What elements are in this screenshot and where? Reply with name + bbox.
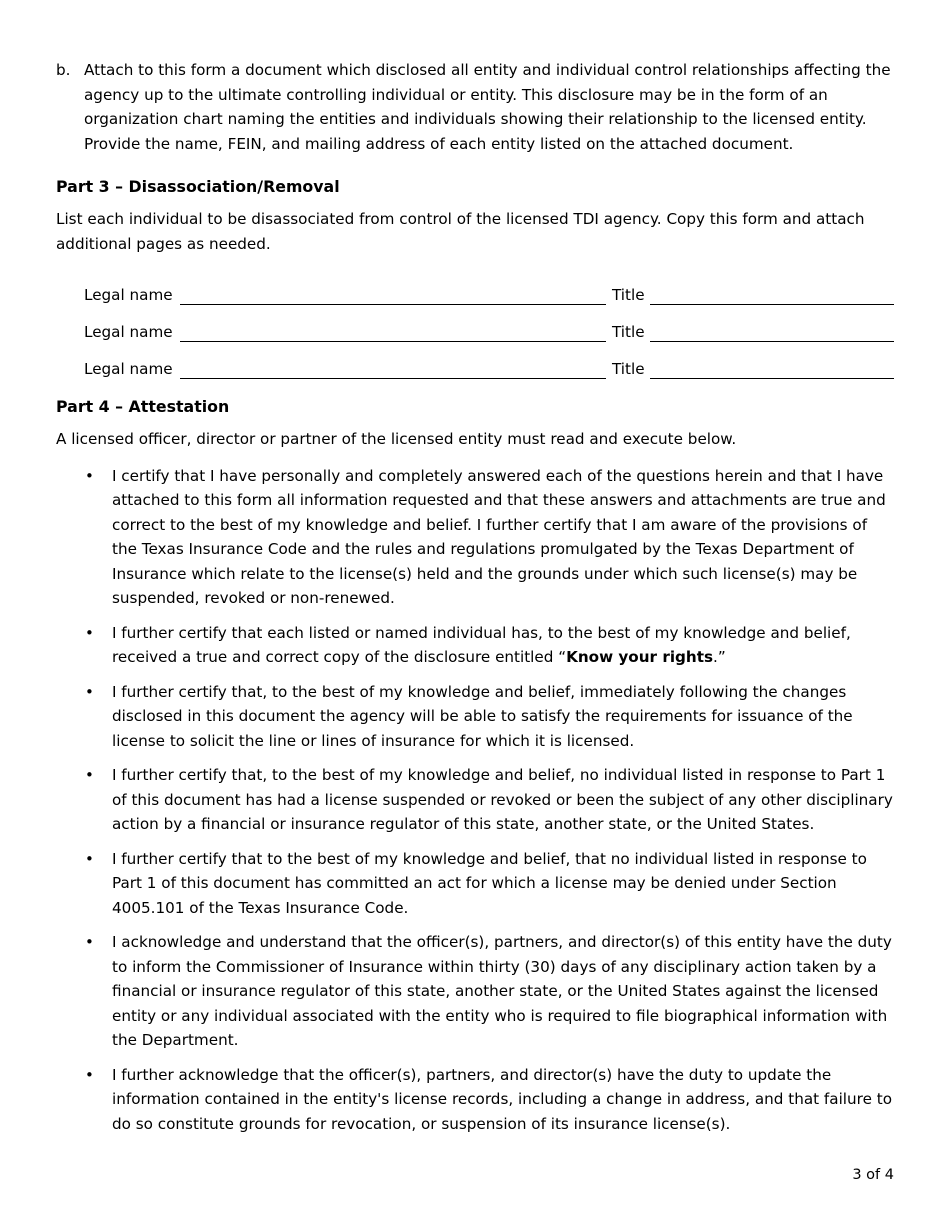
attestation-text: I certify that I have personally and completely answered each of the questions herein and that I have attached to this form all information requested and that these answers and attachments are true and correct to the best of my knowledge and belief. I further certify that I am aware of the provisions of the Texas Insurance Code and the rules and regulations promulgated by the Texas Department of Insurance which relate to the license(s) held and the grounds under which such license(s) may be suspended, revoked or non-renewed. [112, 466, 886, 607]
title-field-3[interactable] [650, 378, 894, 379]
attestation-list [56, 464, 896, 1137]
attestation-item-3 [56, 680, 896, 754]
attestation-item-6 [56, 930, 896, 1053]
legal-name-label: Legal name [84, 323, 173, 341]
bullet-glyph: • [85, 933, 94, 951]
attestation-text: I further certify that, to the best of my knowledge and belief, no individual listed in response to Part 1 of this document has had a license suspended or revoked or been the subject of any other disciplinary action by a financial or insurance regulator of this state, another state, or the United States. [112, 766, 893, 833]
bullet-glyph: • [85, 466, 94, 485]
attestation-item-2 [56, 621, 896, 670]
legal-name-label: Legal name [84, 360, 173, 378]
part4-heading: Part 4 – Attestation [56, 397, 230, 416]
attestation-text: I further acknowledge that the officer(s), partners, and director(s) have the duty to update the information contained in the entity's license records, including a change in address, and that failure to do so constitute grounds for revocation, or suspension of its insurance license(s). [112, 1065, 892, 1133]
disassociation-row-1 [84, 268, 896, 305]
bullet-glyph: • [85, 766, 94, 784]
legal-name-field-2[interactable] [180, 341, 606, 342]
attestation-text-end: .” [713, 648, 726, 666]
bullet-glyph: • [85, 682, 94, 701]
attestation-text: I further certify that to the best of my knowledge and belief, that no individual listed in response to Part 1 of this document has committed an act for which a license may be denied under Section 4005.101 of the Texas Insurance Code. [112, 849, 867, 917]
attestation-item-1 [56, 464, 896, 611]
bullet-glyph: • [85, 849, 94, 868]
bullet-glyph: • [85, 1065, 94, 1084]
attestation-text: I further certify that, to the best of my knowledge and belief, immediately following the changes disclosed in this document the agency will be able to satisfy the requirements for issuance of the license to solicit the line or lines of insurance for which it is licensed. [112, 682, 853, 750]
title-label: Title [612, 286, 645, 304]
part3-heading: Part 3 – Disassociation/Removal [56, 177, 340, 196]
attestation-item-7 [56, 1063, 896, 1137]
title-label: Title [612, 323, 645, 341]
title-label: Title [612, 360, 645, 378]
bullet-glyph: • [85, 623, 94, 642]
part4-intro: A licensed officer, director or partner of the licensed entity must read and execute below. [56, 430, 737, 448]
form-page [56, 58, 896, 1146]
title-field-1[interactable] [650, 304, 894, 305]
page-number: 3 of 4 [852, 1167, 894, 1183]
disassociation-row-2 [84, 305, 896, 342]
item-b-marker: b. [56, 61, 71, 79]
title-field-2[interactable] [650, 341, 894, 342]
item-b [56, 58, 896, 156]
disassociation-rows [84, 268, 896, 379]
attestation-item-5 [56, 847, 896, 921]
disassociation-row-3 [84, 342, 896, 379]
legal-name-field-3[interactable] [180, 378, 606, 379]
part3-intro: List each individual to be disassociated from control of the licensed TDI agency. Copy this form and attach additional pages as needed. [56, 210, 865, 253]
legal-name-label: Legal name [84, 286, 173, 304]
attestation-text: I acknowledge and understand that the officer(s), partners, and director(s) of this entity have the duty to inform the Commissioner of Insurance within thirty (30) days of any disciplinary action taken by a financial or insurance regulator of this state, another state, or the United States against the licensed entity or any individual associated with the entity who is required to file biographical information with the Department. [112, 933, 892, 1049]
attestation-item-4 [56, 763, 896, 837]
attestation-text: I further certify that each listed or named individual has, to the best of my knowledge and belief, received a true and correct copy of the disclosure entitled “ [112, 623, 851, 666]
legal-name-field-1[interactable] [180, 304, 606, 305]
item-b-text: Attach to this form a document which disclosed all entity and individual control relationships affecting the agency up to the ultimate controlling individual or entity. This disclosure may be in the form of an organization chart naming the entities and individuals showing their relationship to the licensed entity. Provide the name, FEIN, and mailing address of each entity listed on the attached document. [84, 61, 891, 153]
know-your-rights-title: Know your rights [566, 648, 714, 666]
